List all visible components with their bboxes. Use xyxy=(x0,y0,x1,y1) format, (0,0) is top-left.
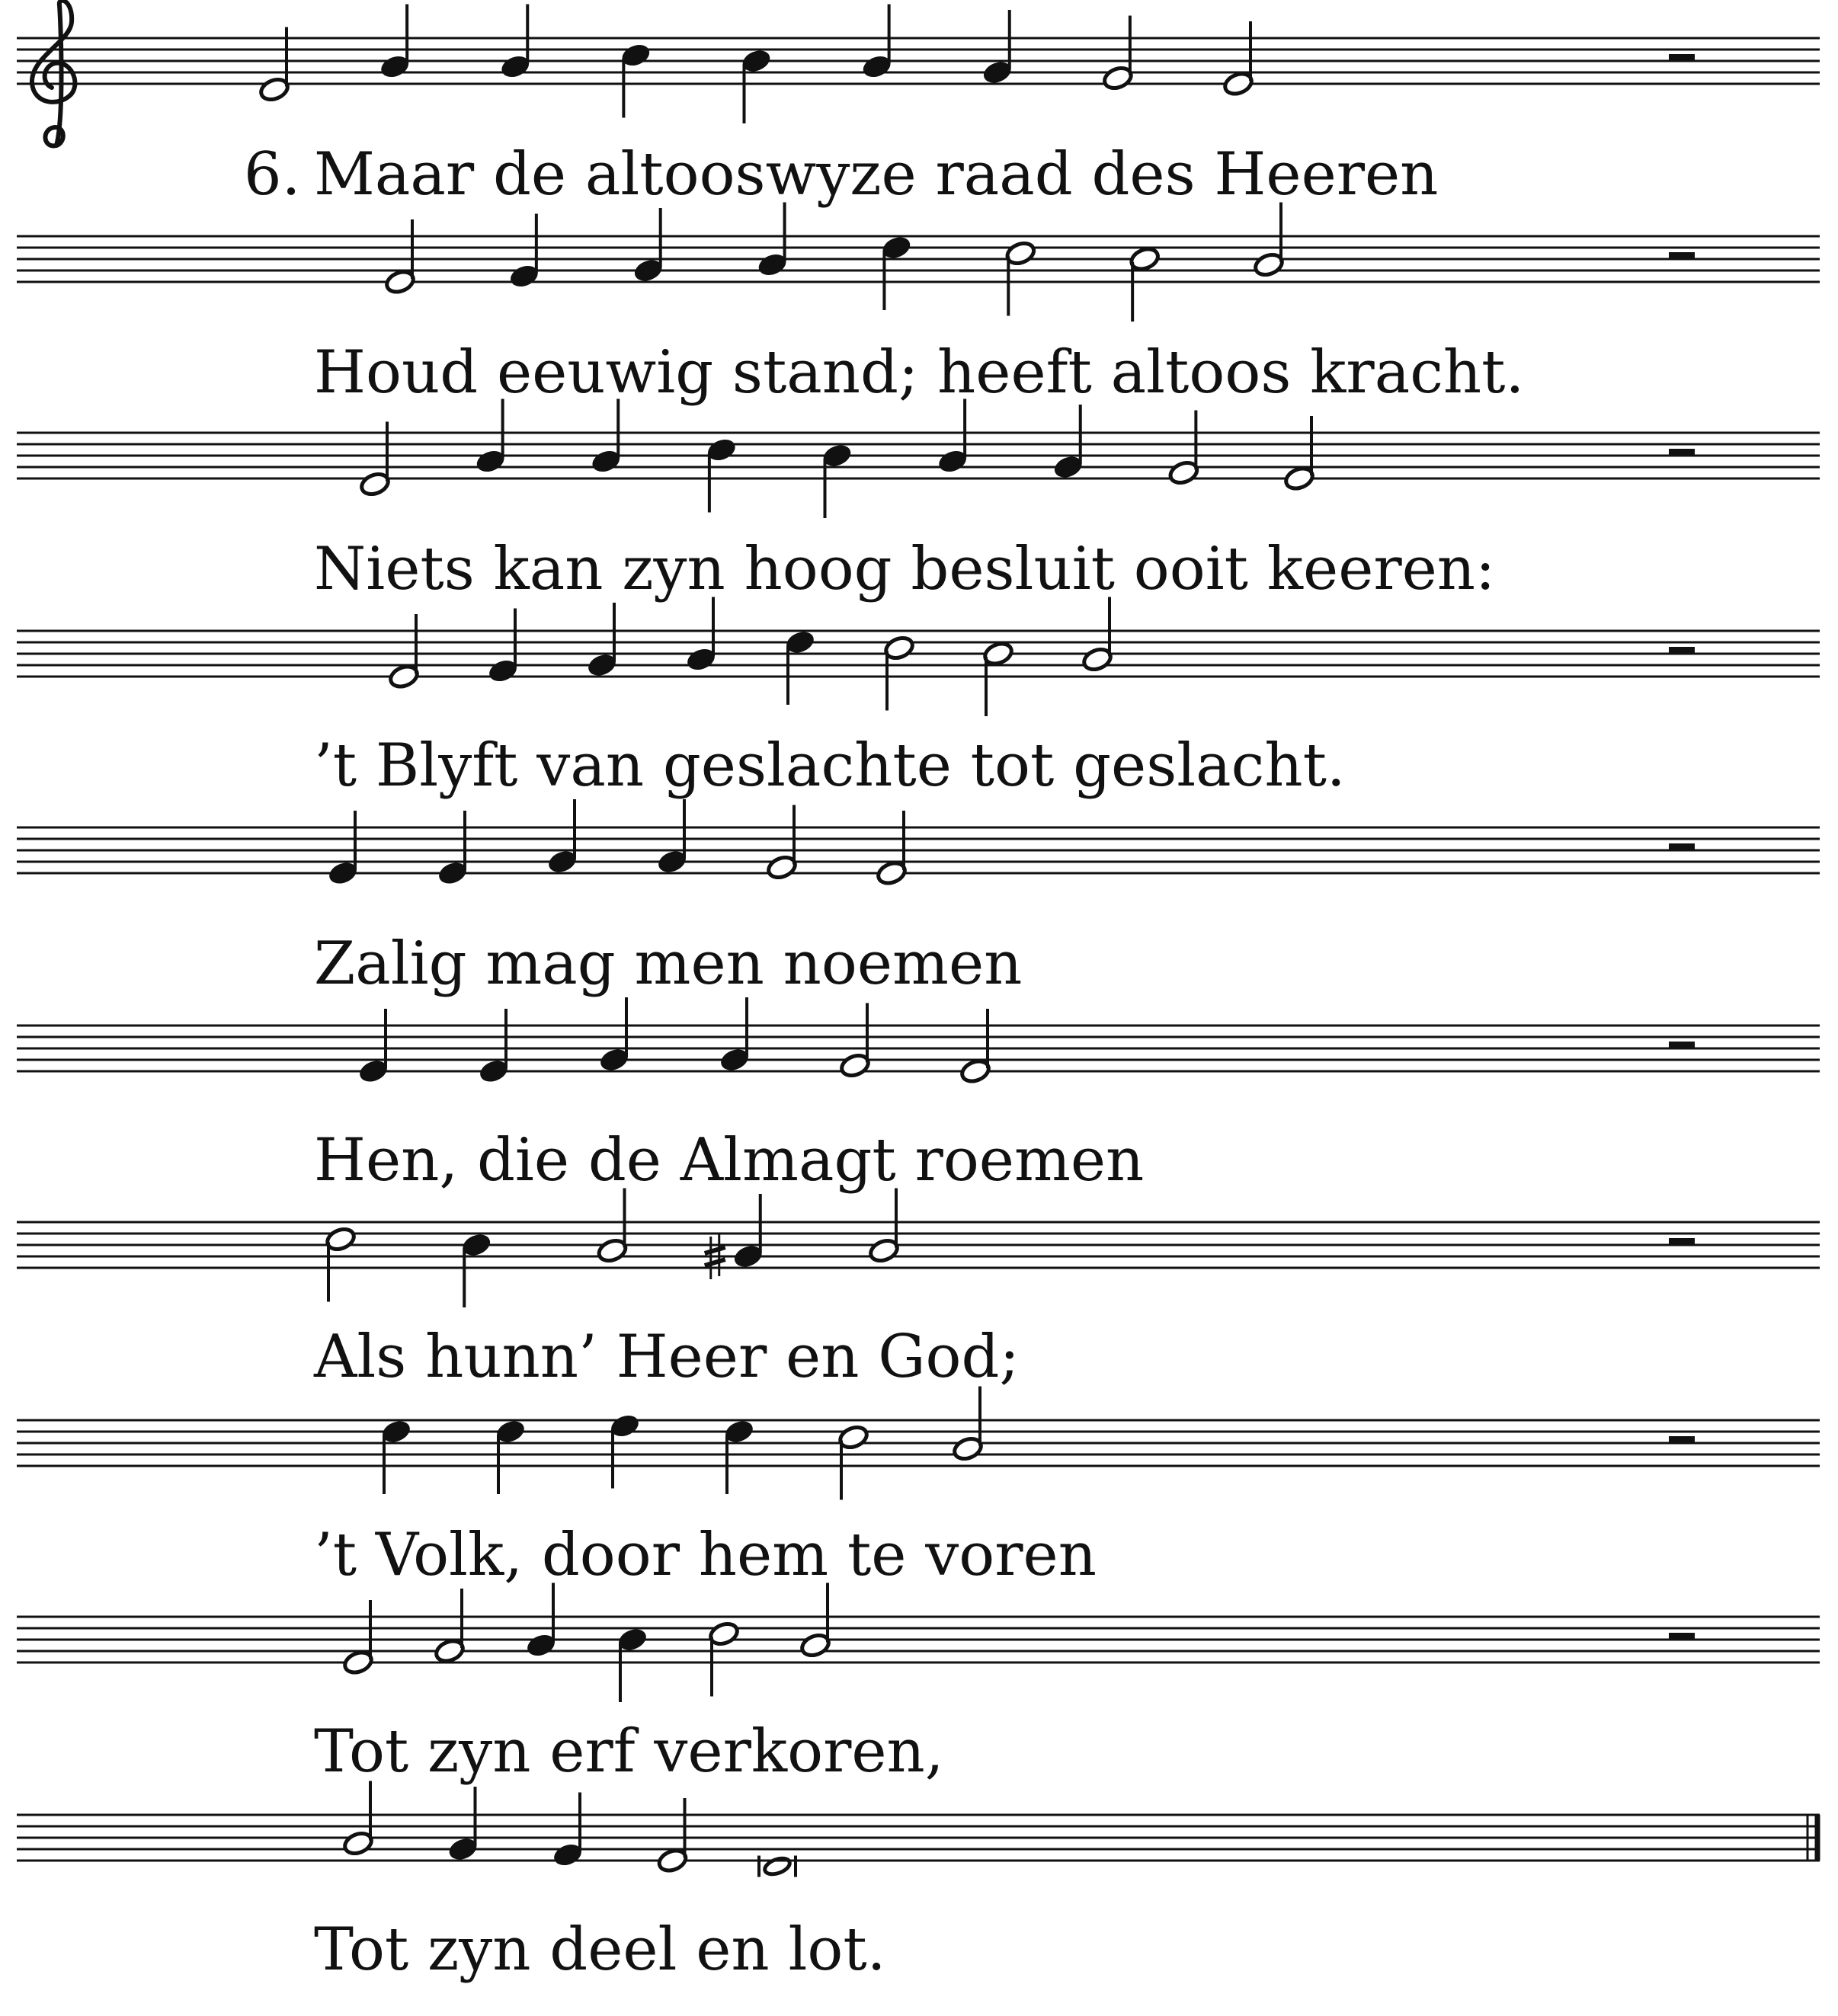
verse-number: 6. xyxy=(244,140,301,209)
half-rest xyxy=(1669,843,1695,850)
lyric-line: Tot zyn erf verkoren, xyxy=(314,1717,944,1786)
half-rest xyxy=(1669,1042,1695,1048)
sharp-sign xyxy=(705,1259,725,1266)
lyric-line: Als hunn’ Heer en God; xyxy=(314,1323,1020,1391)
note-d4-breve xyxy=(763,1855,792,1877)
half-rest xyxy=(1669,1436,1695,1443)
lyric-line: Houd eeuwig stand; heeft altoos kracht. xyxy=(314,338,1525,407)
lyric-line: Niets kan zyn hoog besluit ooit keeren: xyxy=(314,535,1496,603)
lyric-line: Tot zyn deel en lot. xyxy=(314,1915,886,1984)
half-rest xyxy=(1669,449,1695,456)
half-rest xyxy=(1669,252,1695,259)
lyric-line: Hen, die de Almagt roemen xyxy=(314,1126,1145,1195)
lyric-line: Maar de altooswyze raad des Heeren xyxy=(314,140,1439,209)
half-rest xyxy=(1669,1238,1695,1245)
lyric-line: Zalig mag men noemen xyxy=(314,930,1023,998)
half-rest xyxy=(1669,1633,1695,1640)
sharp-sign xyxy=(705,1247,725,1253)
lyric-line: ’t Volk, door hem te voren xyxy=(314,1521,1097,1589)
half-rest xyxy=(1669,647,1695,654)
half-rest xyxy=(1669,54,1695,61)
lyric-line: ’t Blyft van geslachte tot geslacht. xyxy=(314,731,1346,800)
